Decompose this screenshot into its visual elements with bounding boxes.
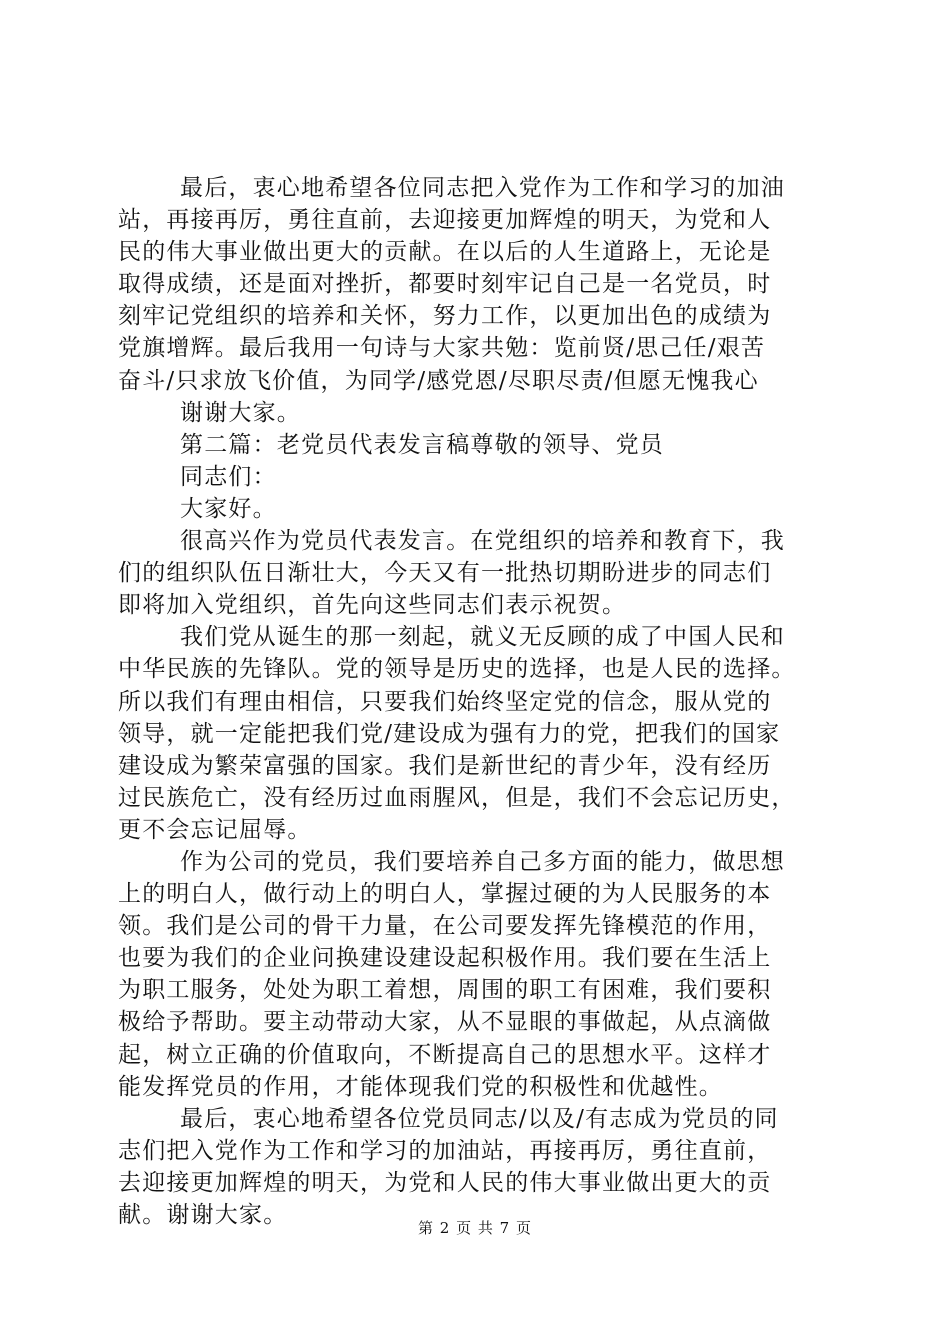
text-line: 更不会忘记屈辱。	[118, 816, 312, 843]
text-line: 所以我们有理由相信，只要我们始终坚定党的信念，服从党的	[118, 688, 772, 715]
text-line: 献。谢谢大家。	[118, 1202, 288, 1228]
text-line: 站，再接再厉，勇往直前，去迎接更加辉煌的明天，为党和人	[118, 207, 772, 234]
text-line: 上的明白人，做行动上的明白人，掌握过硬的为人民服务的本	[118, 881, 772, 908]
text-line: 大家好。	[180, 495, 277, 522]
text-line: 第二篇：老党员代表发言稿尊敬的领导、党员	[180, 431, 664, 458]
text-line: 领。我们是公司的骨干力量，在公司要发挥先锋模范的作用，	[118, 913, 772, 940]
text-line: 党旗增辉。最后我用一句诗与大家共勉：览前贤/思己任/艰苦	[118, 335, 766, 362]
text-line: 最后，衷心地希望各位党员同志/以及/有志成为党员的同	[180, 1105, 779, 1132]
text-line: 即将加入党组织，首先向这些同志们表示祝贺。	[118, 592, 627, 619]
text-line: 能发挥党员的作用，才能体现我们党的积极性和优越性。	[118, 1073, 723, 1100]
text-line: 奋斗/只求放飞价值，为同学/感党恩/尽职尽责/但愿无愧我心	[118, 367, 759, 394]
text-line: 我们党从诞生的那一刻起，就义无反顾的成了中国人民和	[180, 624, 785, 651]
text-line: 取得成绩，还是面对挫折，都要时刻牢记自己是一名党员，时	[118, 271, 772, 298]
text-line: 中华民族的先锋队。党的领导是历史的选择，也是人民的选择。	[118, 656, 796, 683]
text-line: 也要为我们的企业问换建设建设起积极作用。我们要在生活上	[118, 945, 772, 972]
text-line: 刻牢记党组织的培养和关怀，努力工作，以更加出色的成绩为	[118, 303, 772, 330]
text-line: 为职工服务，处处为职工着想，周围的职工有困难，我们要积	[118, 977, 772, 1004]
text-line: 们的组织队伍日渐壮大，今天又有一批热切期盼进步的同志们	[118, 560, 772, 587]
text-line: 民的伟大事业做出更大的贡献。在以后的人生道路上，无论是	[118, 239, 772, 266]
text-line: 过民族危亡，没有经历过血雨腥风，但是，我们不会忘记历史，	[118, 784, 796, 811]
text-line: 作为公司的党员，我们要培养自己多方面的能力，做思想	[180, 848, 785, 875]
text-line: 起，树立正确的价值取向，不断提高自己的思想水平。这样才	[118, 1041, 772, 1068]
text-line: 建设成为繁荣富强的国家。我们是新世纪的青少年，没有经历	[118, 752, 772, 779]
text-line: 去迎接更加辉煌的明天，为党和人民的伟大事业做出更大的贡	[118, 1169, 772, 1196]
text-line: 领导，就一定能把我们党/建设成为强有力的党，把我们的国家	[118, 720, 781, 747]
text-line: 同志们：	[180, 463, 277, 490]
text-line: 很高兴作为党员代表发言。在党组织的培养和教育下，我	[180, 528, 785, 555]
text-line: 谢谢大家。	[180, 399, 301, 426]
text-line: 极给予帮助。要主动带动大家，从不显眼的事做起，从点滴做	[118, 1009, 772, 1036]
document-body	[118, 172, 840, 1231]
page-number-footer: 第 2 页 共 7 页	[418, 1219, 532, 1237]
text-line: 最后，衷心地希望各位同志把入党作为工作和学习的加油	[180, 175, 785, 201]
text-line: 志们把入党作为工作和学习的加油站，再接再厉，勇往直前，	[118, 1137, 772, 1164]
